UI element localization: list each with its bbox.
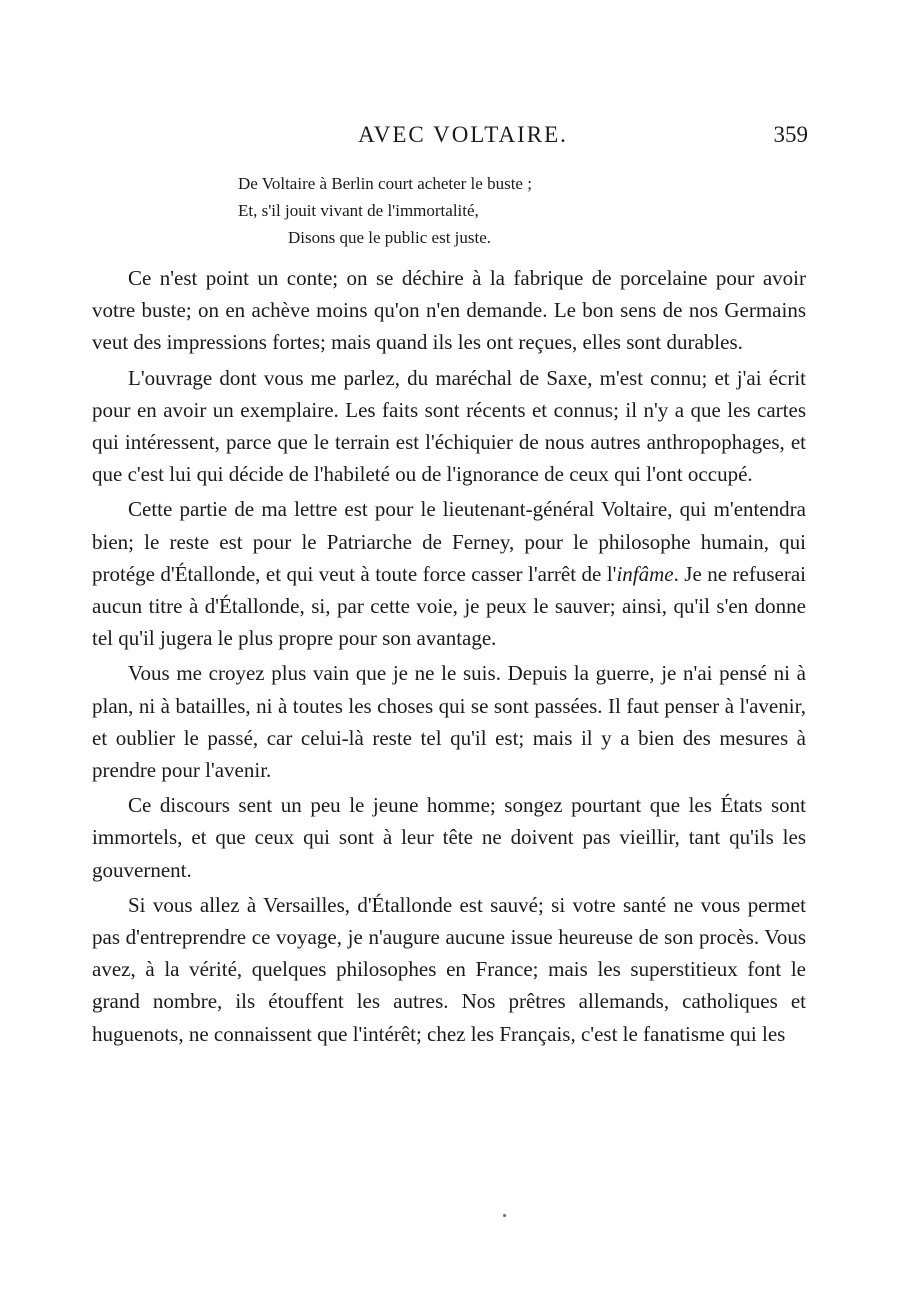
paragraph: Ce discours sent un peu le jeune homme; songez pourtant que les États sont immortels, et que ceux qui sont à leur tête ne doivent pas vieillir, tant qu'ils les gouvernent. [92,793,806,882]
italic-word: infâme [616,561,674,586]
verse-line: Disons que le public est juste. [288,228,492,247]
paragraph: Si vous allez à Versailles, d'Étallonde est sauvé; si votre santé ne vous permet pas d'entreprendre ce voyage, je n'augure aucune issue heureuse de son procès. Vous avez, à la vérité, quelques philosophes en France; mais les superstitieux font le grand nombre, ils étouffent les autres. Nos prêtres allemands, catholiques et huguenots, ne connaissent que l'intérêt; chez les Français, c'est le fanatisme qui les [92,892,806,1046]
letter-body [92,262,806,1053]
page-number: 359 [773,122,808,147]
paragraph: Vous me croyez plus vain que je ne le suis. Depuis la guerre, je n'ai pensé ni à plan, ni à batailles, ni à toutes les choses qui se sont passées. Il faut penser à l'avenir, et oublier le passé, car celui-là reste tel qu'il est; mais il y a bien des mesures à prendre pour l'avenir. [92,661,806,783]
page-header [118,122,808,152]
verse-line: De Voltaire à Berlin court acheter le buste ; [238,174,532,193]
paragraph [92,493,806,654]
running-title: AVEC VOLTAIRE. [358,122,568,147]
paragraph: L'ouvrage dont vous me parlez, du maréchal de Saxe, m'est connu; et j'ai écrit pour en avoir un exemplaire. Les faits sont récents et connus; il n'y a que les cartes qui intéressent, parce que le terrain est l'échiquier de nous autres anthropophages, et que c'est lui qui décide de l'habileté ou de l'ignorance de ceux qui l'ont occupé. [92,365,806,487]
paragraph-text: Cette partie de ma lettre est pour le lieutenant-général Voltaire, qui m'entendra bien; le reste est pour le Patriarche de Ferney, pour le philosophe humain, qui protége d'Étallonde, et qui veut à toute force casser l'arrêt de l' [92,497,806,586]
paragraph: Ce n'est point un conte; on se déchire à la fabrique de porcelaine pour avoir votre buste; on en achève moins qu'on n'en demande. Le bon sens de nos Germains veut des impressions fortes; mais quand ils les ont reçues, elles sont durables. [92,266,806,355]
verse-quotation [238,170,678,251]
paragraph-text: . Je ne refuserai aucun titre à d'Étallonde, si, par cette voie, je peux le sauver; ainsi, qu'il s'en donne tel qu'il jugera le plus propre pour son avantage. [92,561,806,651]
print-speck [503,1214,506,1217]
verse-line: Et, s'il jouit vivant de l'immortalité, [238,201,479,220]
